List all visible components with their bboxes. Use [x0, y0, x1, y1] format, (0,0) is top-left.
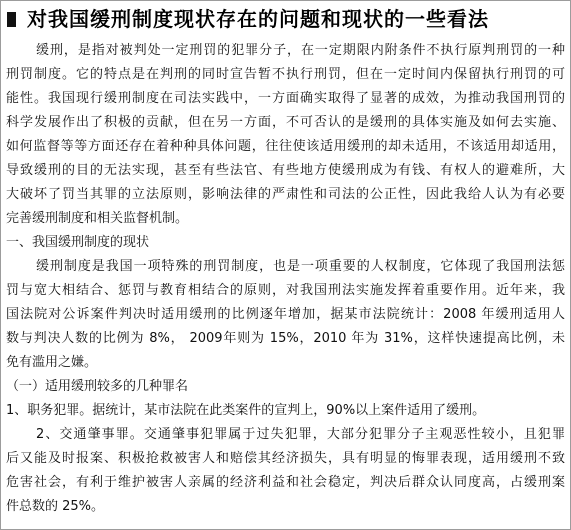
section-heading: 一、我国缓刑制度的现状 — [6, 235, 150, 250]
paragraph-line: 件总数的 25%。 — [6, 499, 105, 514]
paragraph-line: 刑罚制度。它的特点是在判刑的同时宣告暂不执行刑罚，但在一定时间内保留执行刑罚的可 — [6, 67, 565, 82]
paragraph-line: 科学发展作出了积极的贡献，但在另一方面，不可否认的是缓刑的具体实施及如何去实施、 — [6, 115, 565, 130]
paragraph-line: 缓刑制度是我国一项特殊的刑罚制度，也是一项重要的人权制度，它体现了我国刑法惩 — [36, 259, 565, 274]
paragraph-line: 缓刑，是指对被判处一定刑罚的犯罪分子，在一定期限内附条件不执行原判刑罚的一种 — [36, 43, 565, 58]
paragraph-line: 大破坏了罚当其罪的立法原则，影响法律的严肃性和司法的公正性，因此我给人认为有必要 — [6, 187, 565, 202]
paragraph-line: 罚与宽大相结合、惩罚与教育相结合的原则，对我国刑法实施发挥着重要作用。近年来，我 — [6, 283, 565, 298]
paragraph-line: 国法院对公诉案件判决时适用缓刑的比例逐年增加，据某市法院统计：2008 年缓刑适用人 — [6, 307, 565, 322]
paragraph-line: 能性。我国现行缓刑制度在司法实践中，一方面确实取得了显著的成效，为推动我国刑罚的 — [6, 91, 565, 106]
intro-paragraph — [6, 39, 565, 231]
paragraph-line: 危害社会，有利于维护被害人亲属的经济利益和社会稳定，判决后群众认同度高，占缓刑案 — [6, 475, 565, 490]
list-item-traffic-crime — [6, 423, 565, 519]
paragraph-line: 2、交通肇事罪。交通肇事犯罪属于过失犯罪，大部分犯罪分子主观恶性较小，且犯罪 — [36, 427, 565, 442]
paragraph-line: 导致缓刑的目的无法实现，甚至有些法官、有些地方使缓刑成为有钱、有权人的避难所，大 — [6, 163, 565, 178]
list-item-duty-crime: 1、职务犯罪。据统计，某市法院在此类案件的宣判上，90%以上案件适用了缓刑。 — [6, 403, 486, 418]
title-row — [6, 7, 565, 31]
square-bullet-icon — [7, 12, 16, 27]
subsection-heading: （一）适用缓刑较多的几种罪名 — [6, 379, 189, 394]
paragraph-line: 完善缓刑制度和相关监督机制。 — [6, 211, 189, 226]
paragraph-line: 数与判决人数的比例为 8%， 2009年则为 15%，2010 年为 31%，这样快速提高比例，未 — [6, 331, 565, 346]
paragraph-line: 免有滥用之嫌。 — [6, 355, 98, 370]
paragraph-line: 如何监督等等方面还存在着种种具体问题，往往使该适用缓刑的却未适用，不该适用却适用， — [6, 139, 565, 154]
paragraph-line: 后又能及时报案、积极抢救被害人和赔偿其经济损失，具有明显的悔罪表现，适用缓刑不致 — [6, 451, 565, 466]
article-title: 对我国缓刑制度现状存在的问题和现状的一些看法 — [27, 7, 489, 31]
section-paragraph — [6, 255, 565, 375]
